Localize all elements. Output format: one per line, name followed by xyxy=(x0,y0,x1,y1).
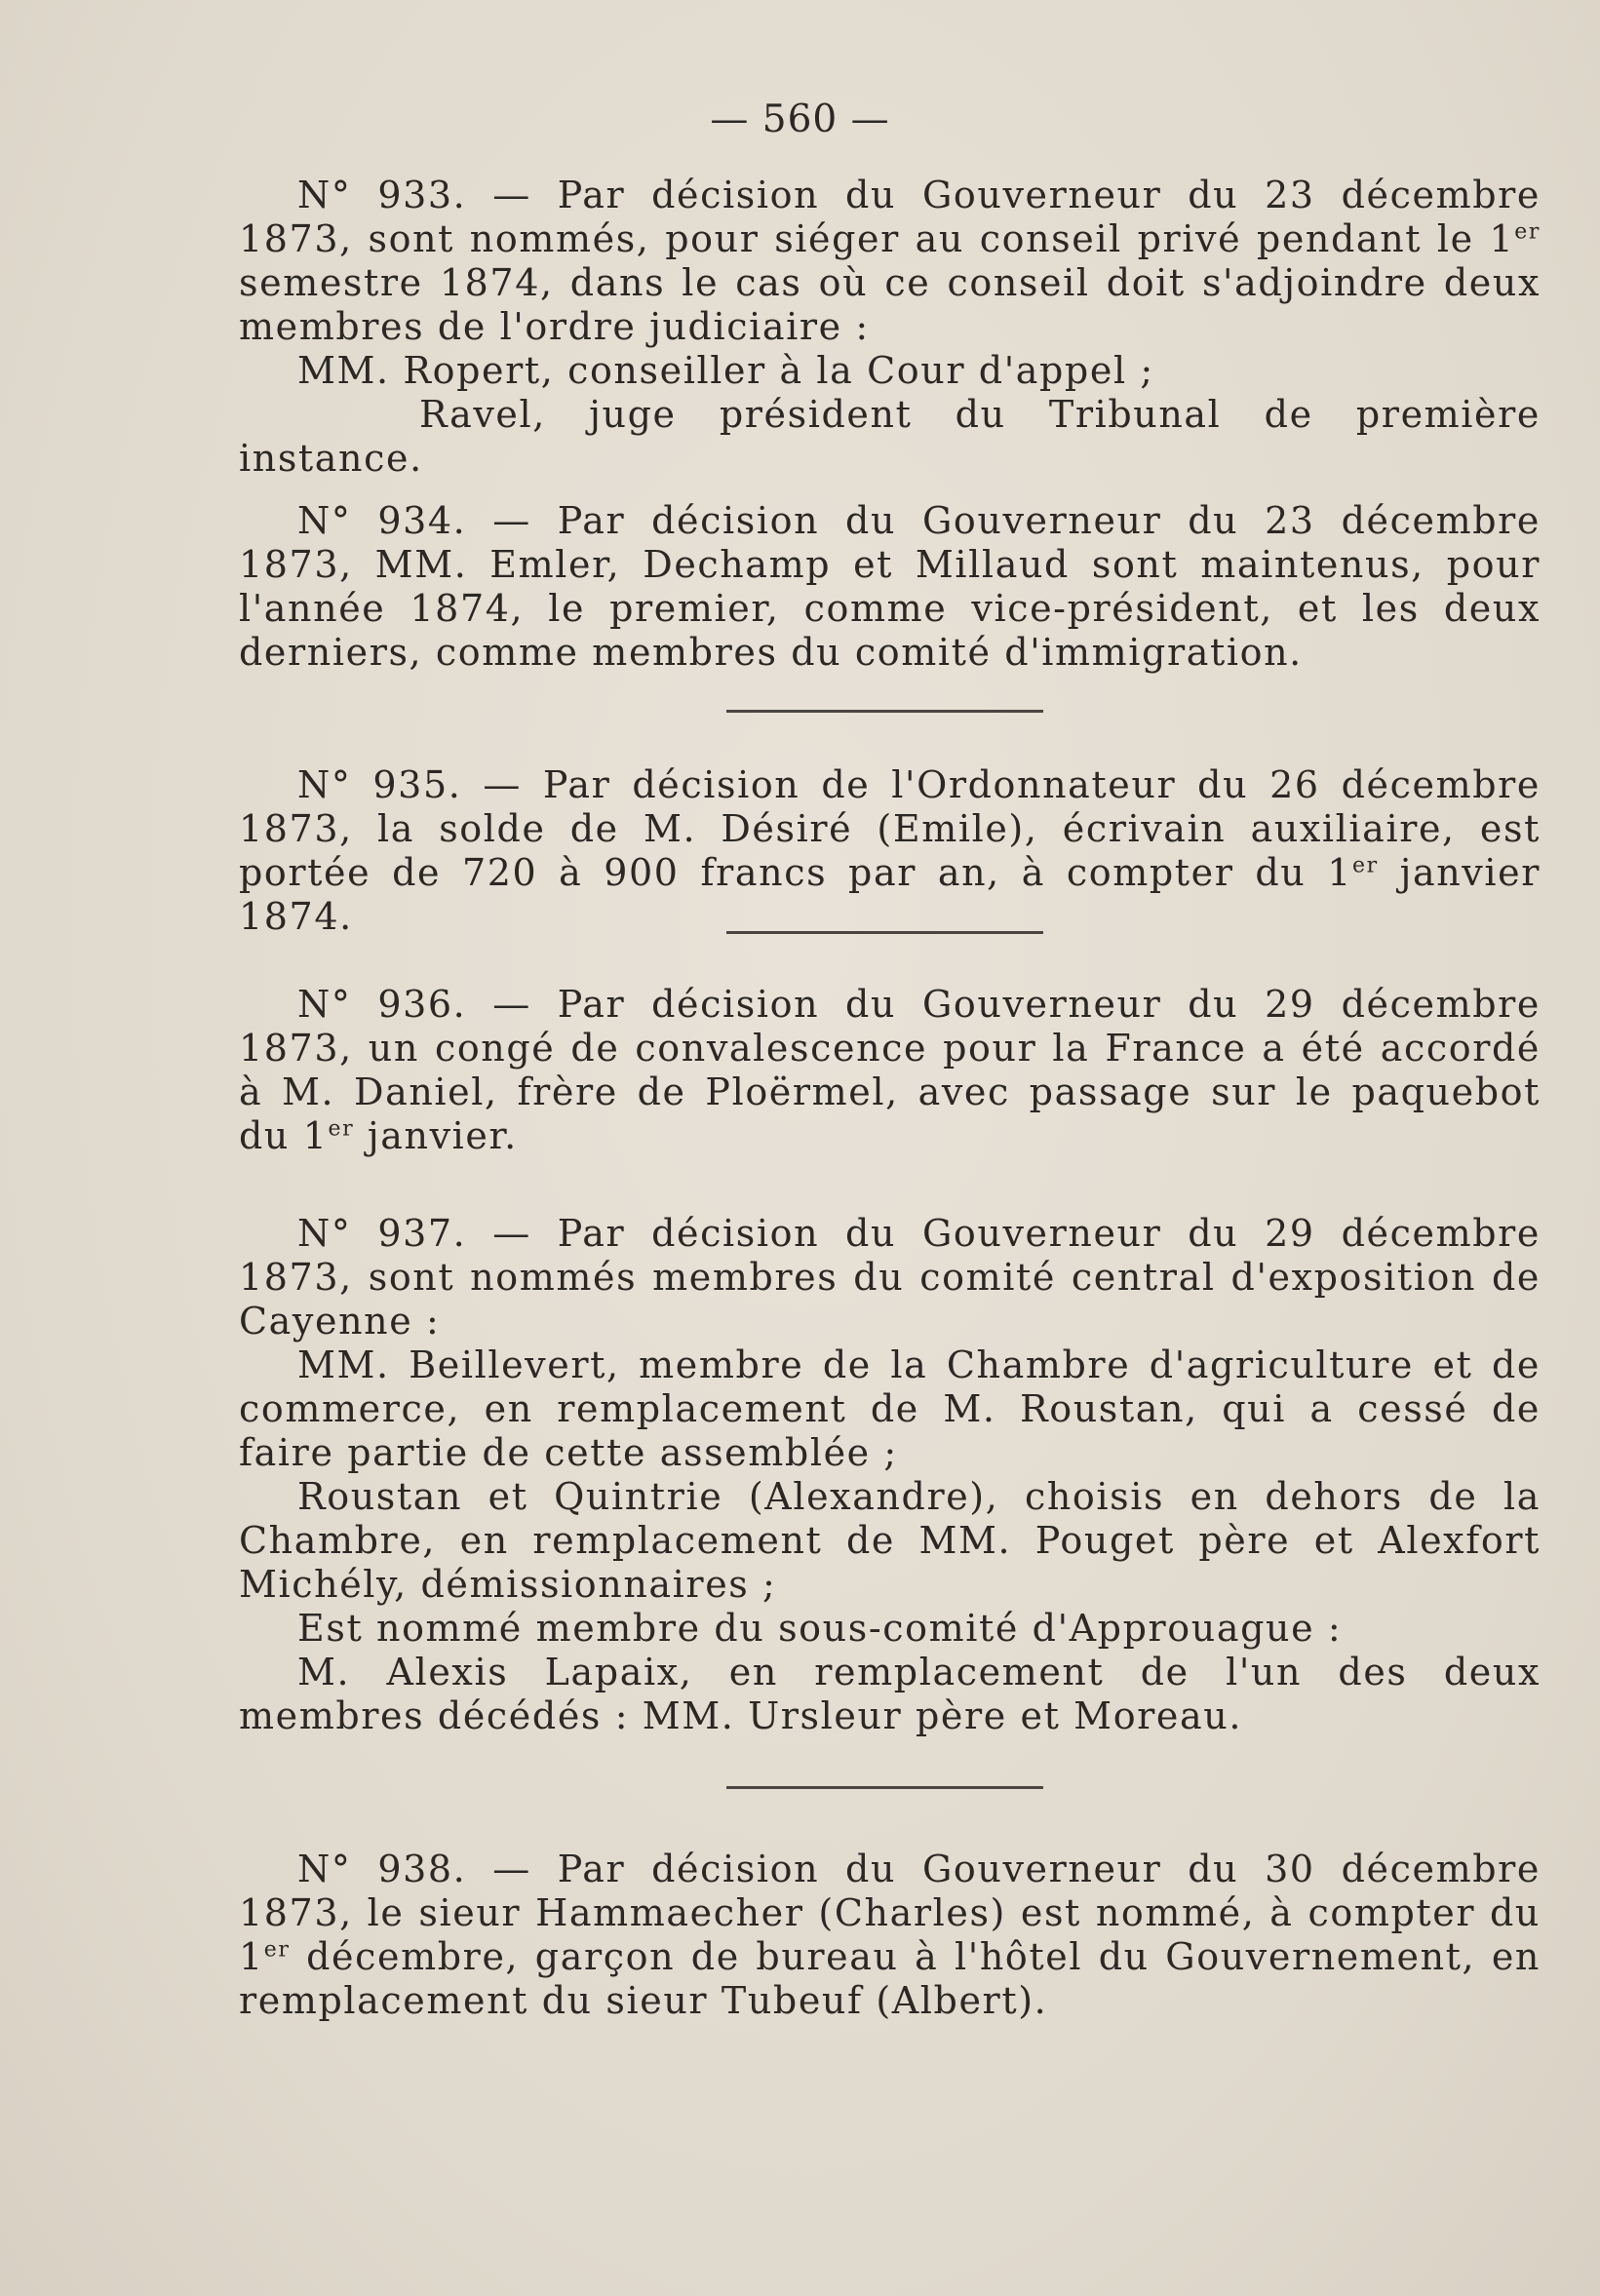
entry-937-subcommittee: Est nommé membre du sous-comité d'Approuague : xyxy=(297,1607,1343,1650)
entry-934 xyxy=(239,499,1541,675)
entry-936 xyxy=(239,983,1541,1158)
separator-rule xyxy=(726,1786,1043,1789)
entry-936-body: N° 936. — Par décision du Gouverneur du 29 décembre 1873, un congé de convalescence pour la France a été accordé à M. Daniel, frère de Ploërmel, avec passage sur le paquebot du 1er janvier. xyxy=(239,983,1541,1157)
entry-933-member-1: MM. Ropert, conseiller à la Cour d'appel ; xyxy=(297,349,1154,392)
entry-937 xyxy=(239,1212,1541,1738)
separator-rule xyxy=(726,931,1043,934)
entry-933-member-2: Ravel, juge président du Tribunal de première instance. xyxy=(239,393,1541,480)
entry-933 xyxy=(239,174,1541,481)
entry-935 xyxy=(239,763,1541,939)
page-number: — 560 — xyxy=(710,97,890,141)
entry-933-body: N° 933. — Par décision du Gouverneur du 23 décembre 1873, sont nommés, pour siéger au conseil privé pendant le 1er semestre 1874, dans le cas où ce conseil doit s'adjoindre deux membres de l'ordre judiciaire : xyxy=(239,174,1541,348)
entry-938-body: N° 938. — Par décision du Gouverneur du 30 décembre 1873, le sieur Hammaecher (Charles) est nommé, à compter du 1er décembre, garçon de bureau à l'hôtel du Gouvernement, en remplacement du sieur Tubeuf (Albert). xyxy=(239,1848,1541,2022)
entry-938 xyxy=(239,1848,1541,2023)
entry-937-body: N° 937. — Par décision du Gouverneur du 29 décembre 1873, sont nommés membres du comité central d'exposition de Cayenne : xyxy=(239,1212,1541,1343)
entry-937-member-3: M. Alexis Lapaix, en remplacement de l'un des deux membres décédés : MM. Ursleur père et Moreau. xyxy=(239,1651,1541,1737)
entry-937-member-1: MM. Beillevert, membre de la Chambre d'agriculture et de commerce, en remplacement de M. Roustan, qui a cessé de faire partie de cette assemblée ; xyxy=(239,1343,1541,1474)
entry-934-body: N° 934. — Par décision du Gouverneur du 23 décembre 1873, MM. Emler, Dechamp et Millaud sont maintenus, pour l'année 1874, le premier, comme vice-président, et les deux derniers, comme membres du comité d'immigration. xyxy=(239,499,1541,674)
separator-rule xyxy=(726,710,1043,713)
entry-937-member-2: Roustan et Quintrie (Alexandre), choisis en dehors de la Chambre, en remplacement de MM. Pouget père et Alexfort Michély, démissionnaires ; xyxy=(239,1475,1541,1606)
entry-935-body: N° 935. — Par décision de l'Ordonnateur du 26 décembre 1873, la solde de M. Désiré (Emile), écrivain auxiliaire, est portée de 720 à 900 francs par an, à compter du 1er janvier 1874. xyxy=(239,763,1541,938)
